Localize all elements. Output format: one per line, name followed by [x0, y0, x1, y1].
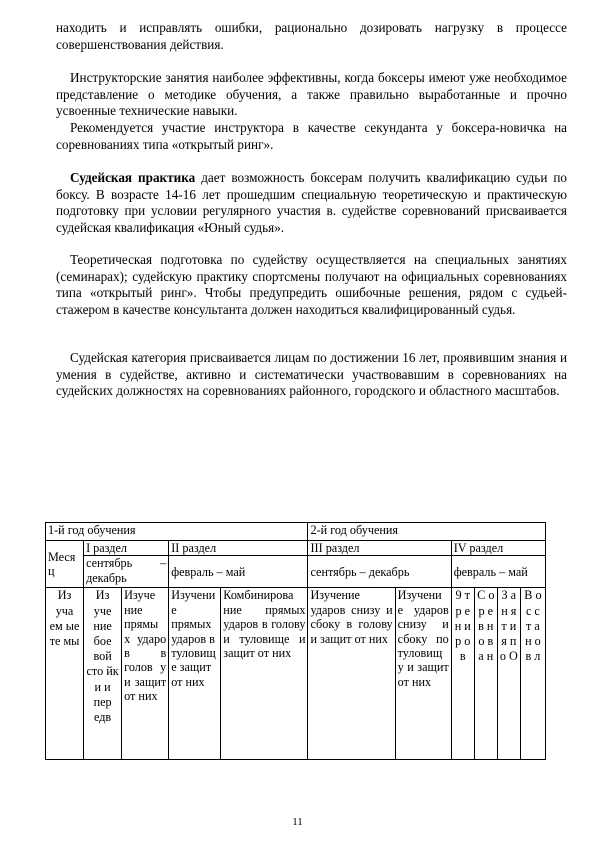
section-1: I раздел	[84, 541, 169, 556]
section-4: IV раздел	[451, 541, 545, 556]
topic-stance-movement: Из уче ние бое вой сто йк и и пер едв	[84, 588, 122, 760]
year-1-header: 1-й год обучения	[46, 523, 308, 541]
topics-row	[46, 588, 546, 760]
year-row	[46, 523, 546, 541]
period-3: сентябрь – декабрь	[308, 556, 451, 588]
topics-label: Из уча ем ые те мы	[46, 588, 84, 760]
paragraph-second-recommendation: Рекомендуется участие инструктора в качестве секунданта у боксера-новичка на соревнованиях типа «открытый ринг».	[56, 120, 567, 152]
topic-hooks-uppercuts-body: Изучени е ударов снизу и сбоку по туловищ у и защит от них	[395, 588, 451, 760]
vertical-trainings: 9 т р е н и р о в	[451, 588, 474, 760]
section-row	[46, 541, 546, 556]
vertical-classes: З а н я т и я п о О	[497, 588, 520, 760]
vertical-competitions: С о р е в н о в а н	[474, 588, 497, 760]
paragraph-theory-training: Теоретическая подготовка по судейству осуществляется на специальных занятиях (семинарах); судейскую практику спортсмены получают на официальных соревнованиях типа «открытый ринг». Чтобы предупредить ошибочные решения, рядом с судьей-стажером в качестве консультанта должен находиться квалифицированный судья.	[56, 252, 567, 317]
paragraph-judge-category: Судейская категория присваивается лицам по достижении 16 лет, проявившим знания и умения в судействе, активно и систематически участвовавшим в соревнованиях на судейских должностях на соревнованиях районного, городского и областного масштабов.	[56, 350, 567, 399]
year-2-header: 2-й год обучения	[308, 523, 546, 541]
judging-practice-heading: Судейская практика	[70, 170, 196, 185]
month-label: Меся ц	[46, 541, 84, 588]
page-number: 11	[292, 816, 303, 828]
period-1: сентябрь – декабрь	[84, 556, 169, 588]
paragraph-continuation: находить и исправлять ошибки, рационально дозировать нагрузку в процессе совершенствования действия.	[56, 20, 567, 52]
section-2: II раздел	[169, 541, 308, 556]
topic-combination-punches: Комбинирова ние прямых ударов в голову и туловище и защит от них	[221, 588, 308, 760]
topic-straight-punches-body: Изучени е прямых ударов в туловищ е защит от них	[169, 588, 221, 760]
topic-straight-punches-head: Изуче ние прямы х ударо в в голов у и защит от них	[122, 588, 169, 760]
paragraph-judging-practice: Судейская практика дает возможность боксерам получить квалификацию судьи по боксу. В возрасте 14-16 лет прошедшим специальную теоретическую и практическую подготовку при условии регулярного участия в. судействе соревнований присваивается судейская квалификация «Юный судья».	[56, 170, 567, 235]
period-2: февраль – май	[169, 556, 308, 588]
period-row	[46, 556, 546, 588]
section-3: III раздел	[308, 541, 451, 556]
training-plan-table	[45, 522, 546, 760]
topic-hooks-uppercuts-head: Изучение ударов снизу и сбоку в голову и защит от них	[308, 588, 395, 760]
paragraph-instructor-lessons: Инструкторские занятия наиболее эффективны, когда боксеры имеют уже необходимое представление о методике обучения, а также правильно выработанные и прочно усвоенные технические навыки.	[56, 70, 567, 119]
vertical-recovery: В о с с т а н о в л	[520, 588, 545, 760]
period-4: февраль – май	[451, 556, 545, 588]
